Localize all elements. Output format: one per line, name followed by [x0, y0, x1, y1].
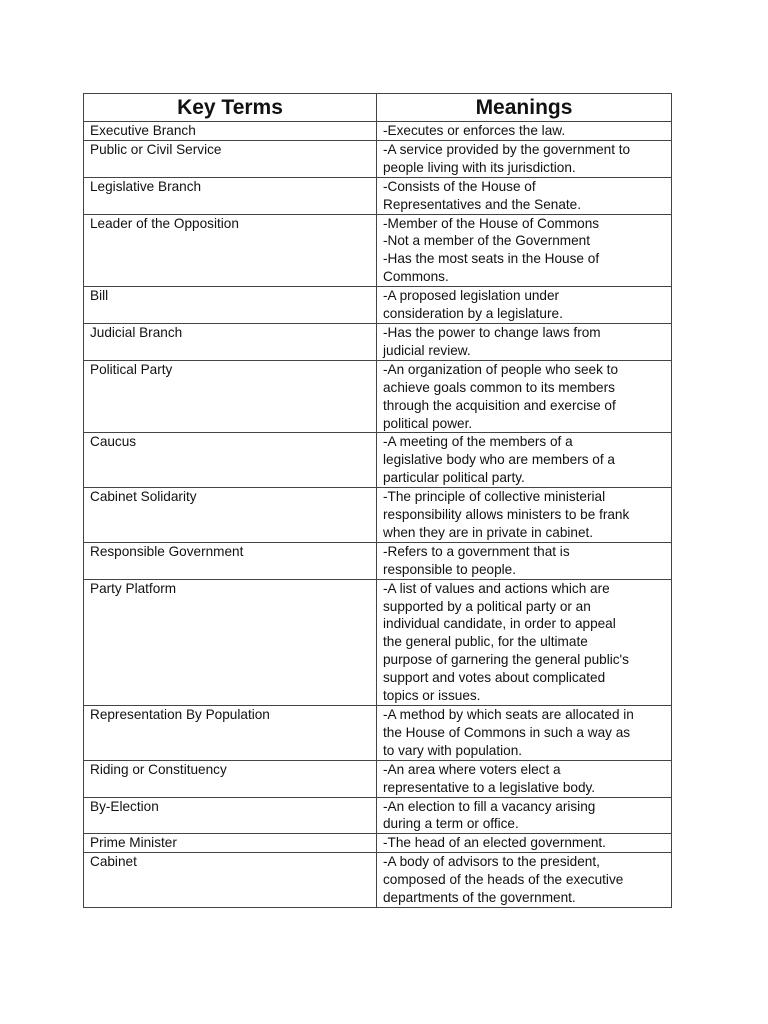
meaning-line: people living with its jurisdiction.: [383, 159, 576, 175]
term-cell: Cabinet Solidarity: [84, 488, 377, 543]
table-row: [84, 323, 672, 360]
meaning-line: -A method by which seats are allocated in: [383, 707, 634, 722]
table-row: [84, 360, 672, 433]
meaning-line: supported by a political party or an: [383, 598, 591, 614]
meaning-line: the general public, for the ultimate: [383, 634, 588, 650]
meaning-cell: [377, 323, 672, 360]
meaning-line: -A proposed legislation under: [383, 288, 560, 304]
term-cell: By-Election: [84, 797, 377, 834]
meaning-line: -A meeting of the members of a: [383, 434, 573, 450]
meaning-cell: [377, 214, 672, 287]
meaning-line: -The head of an elected government.: [383, 835, 606, 851]
meaning-cell: [377, 706, 672, 761]
table-row: [84, 760, 672, 797]
term-cell: Executive Branch: [84, 122, 377, 141]
meaning-line: individual candidate, in order to appeal: [383, 616, 616, 632]
meaning-line: achieve goals common to its members: [383, 379, 615, 395]
meaning-cell: [377, 853, 672, 908]
meaning-line: Commons.: [383, 269, 449, 285]
meaning-cell: [377, 140, 672, 177]
meaning-cell: [377, 360, 672, 433]
meaning-line: -Refers to a government that is: [383, 543, 570, 559]
meaning-line: legislative body who are members of a: [383, 452, 615, 468]
table-row: [84, 177, 672, 214]
meaning-line: the House of Commons in such a way as: [383, 724, 631, 740]
meaning-line: -An area where voters elect a: [383, 761, 561, 777]
header-row: [84, 94, 672, 122]
table-row: [84, 834, 672, 853]
term-cell: Riding or Constituency: [84, 760, 377, 797]
key-terms-header: Key Terms: [84, 94, 377, 122]
meaning-cell: [377, 579, 672, 705]
table-row: [84, 488, 672, 543]
meaning-line: consideration by a legislature.: [383, 306, 563, 322]
meaning-line: support and votes about complicated: [383, 670, 606, 686]
meaning-line: departments of the government.: [383, 890, 576, 906]
table-row: [84, 140, 672, 177]
key-terms-table: [83, 93, 672, 908]
meaning-line: -An organization of people who seek to: [383, 361, 619, 377]
table-row: [84, 797, 672, 834]
table-row: [84, 122, 672, 141]
meaning-line: through the acquisition and exercise of: [383, 397, 616, 413]
table-row: [84, 853, 672, 908]
term-cell: Prime Minister: [84, 834, 377, 853]
meanings-header: Meanings: [377, 94, 672, 122]
meaning-cell: [377, 488, 672, 543]
table-row: [84, 433, 672, 488]
meaning-line: -The principle of collective ministerial: [383, 489, 606, 505]
table-header: [84, 94, 672, 122]
table-row: [84, 214, 672, 287]
term-cell: Representation By Population: [84, 706, 377, 761]
term-cell: Leader of the Opposition: [84, 214, 377, 287]
meaning-line: -An election to fill a vacancy arising: [383, 798, 596, 814]
table-body: [84, 122, 672, 908]
table-row: [84, 287, 672, 324]
table-row: [84, 579, 672, 705]
meaning-line: to vary with population.: [383, 742, 523, 758]
table-row: [84, 542, 672, 579]
table-row: [84, 706, 672, 761]
term-cell: Public or Civil Service: [84, 140, 377, 177]
meaning-cell: [377, 542, 672, 579]
term-cell: Responsible Government: [84, 542, 377, 579]
meaning-line: -Not a member of the Government: [383, 233, 591, 249]
meaning-cell: [377, 122, 672, 141]
meaning-line: -Has the most seats in the House of: [383, 251, 600, 267]
meaning-line: responsibility allows ministers to be frank: [383, 507, 630, 523]
term-cell: Cabinet: [84, 853, 377, 908]
meaning-line: -A body of advisors to the president,: [383, 854, 600, 870]
meaning-line: -A service provided by the government to: [383, 141, 631, 157]
meaning-cell: [377, 433, 672, 488]
meaning-line: -Executes or enforces the law.: [383, 123, 566, 138]
meaning-cell: [377, 177, 672, 214]
term-cell: Party Platform: [84, 579, 377, 705]
term-cell: Bill: [84, 287, 377, 324]
meaning-cell: [377, 287, 672, 324]
meaning-line: -Has the power to change laws from: [383, 324, 601, 340]
meaning-line: responsible to people.: [383, 561, 517, 577]
meaning-cell: [377, 834, 672, 853]
meaning-cell: [377, 797, 672, 834]
meaning-line: -Consists of the House of: [383, 178, 536, 194]
meaning-line: Representatives and the Senate.: [383, 196, 581, 212]
meaning-line: representative to a legislative body.: [383, 779, 596, 795]
meaning-line: -Member of the House of Commons: [383, 215, 600, 231]
term-cell: Legislative Branch: [84, 177, 377, 214]
term-cell: Judicial Branch: [84, 323, 377, 360]
meaning-line: when they are in private in cabinet.: [383, 524, 594, 540]
meaning-line: purpose of garnering the general public's: [383, 652, 629, 668]
meaning-line: particular political party.: [383, 470, 525, 486]
meaning-cell: [377, 760, 672, 797]
meaning-line: judicial review.: [383, 342, 471, 358]
meaning-line: composed of the heads of the executive: [383, 872, 624, 888]
meaning-line: -A list of values and actions which are: [383, 580, 610, 596]
term-cell: Political Party: [84, 360, 377, 433]
meaning-line: topics or issues.: [383, 688, 481, 704]
meaning-line: during a term or office.: [383, 816, 519, 832]
term-cell: Caucus: [84, 433, 377, 488]
meaning-line: political power.: [383, 415, 473, 431]
